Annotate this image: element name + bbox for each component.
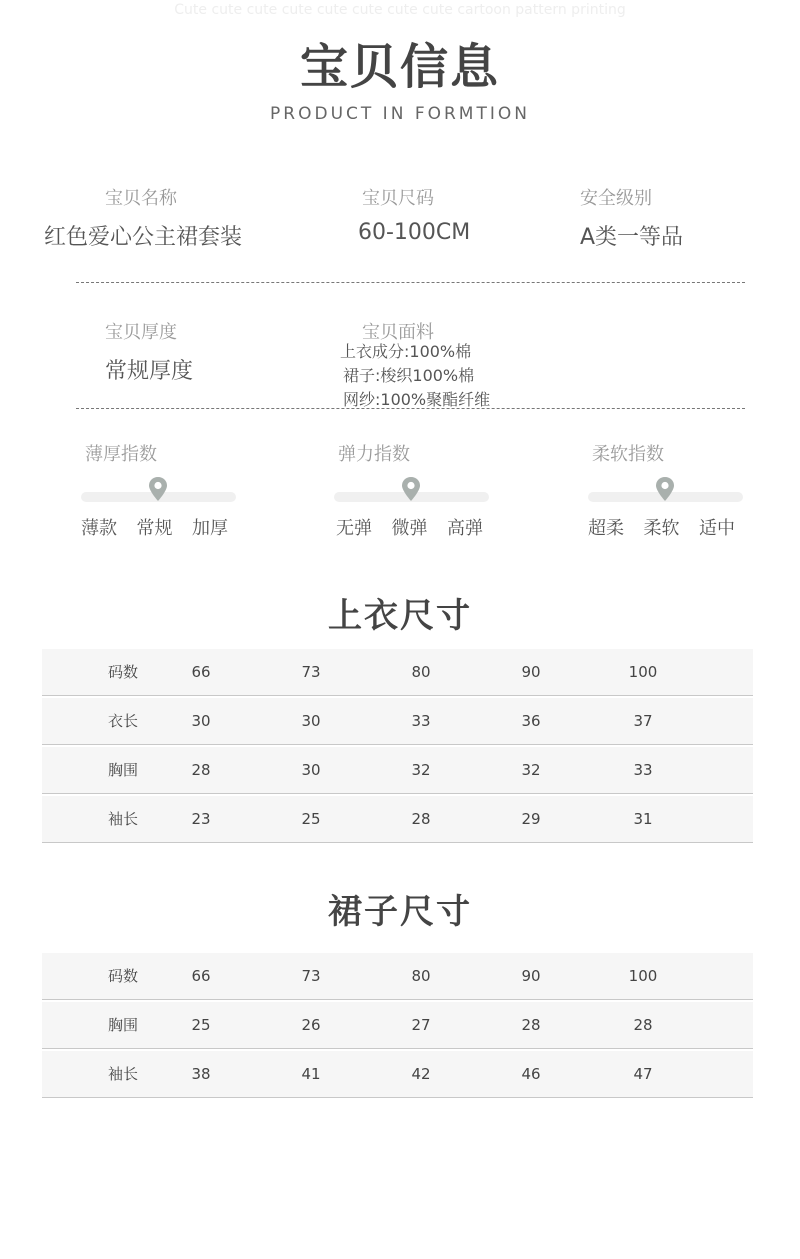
thickness-index-options bbox=[81, 514, 228, 540]
table-cell: 28 bbox=[191, 761, 211, 779]
table-cell: 100 bbox=[628, 663, 658, 681]
fabric-line-top: 上衣成分:100%棉 bbox=[340, 342, 472, 361]
table-cell: 32 bbox=[521, 761, 541, 779]
table-cell: 23 bbox=[191, 810, 211, 828]
name-value: 红色爱心公主裙套装 bbox=[44, 225, 243, 250]
safety-value: A类一等品 bbox=[580, 225, 684, 250]
table-cell: 66 bbox=[191, 663, 211, 681]
table-cell: 66 bbox=[191, 967, 211, 985]
table-cell: 30 bbox=[301, 761, 321, 779]
softness-index-options bbox=[588, 514, 735, 540]
thickness-label: 宝贝厚度 bbox=[105, 322, 177, 343]
size-label: 宝贝尺码 bbox=[362, 188, 434, 209]
table-cell: 26 bbox=[301, 1016, 321, 1034]
table-cell: 30 bbox=[301, 712, 321, 730]
elasticity-index bbox=[334, 440, 489, 540]
thickness-index-title: 薄厚指数 bbox=[85, 444, 157, 465]
table-row bbox=[42, 747, 753, 794]
elasticity-index-title: 弹力指数 bbox=[338, 444, 410, 465]
softness-index-title: 柔软指数 bbox=[592, 444, 664, 465]
thickness-index bbox=[81, 440, 236, 540]
table-cell: 90 bbox=[521, 967, 541, 985]
table-cell: 80 bbox=[411, 967, 431, 985]
table-cell: 袖长 bbox=[107, 810, 138, 828]
table-cell: 27 bbox=[411, 1016, 431, 1034]
table-cell: 码数 bbox=[107, 967, 138, 985]
table-cell: 36 bbox=[521, 712, 541, 730]
table-cell: 42 bbox=[411, 1065, 431, 1083]
table-cell: 80 bbox=[411, 663, 431, 681]
location-pin-icon bbox=[401, 476, 421, 502]
table-cell: 33 bbox=[411, 712, 431, 730]
table-cell: 38 bbox=[191, 1065, 211, 1083]
table-cell: 90 bbox=[521, 663, 541, 681]
skirt-size-title: 裙子尺寸 bbox=[328, 892, 472, 932]
table-row bbox=[42, 1051, 753, 1098]
table-row bbox=[42, 796, 753, 843]
table-cell: 33 bbox=[633, 761, 653, 779]
option-thick: 加厚 bbox=[192, 518, 228, 539]
table-cell: 28 bbox=[633, 1016, 653, 1034]
location-pin-icon bbox=[148, 476, 168, 502]
table-cell: 25 bbox=[301, 810, 321, 828]
page-subtitle: PRODUCT IN FORMTION bbox=[270, 104, 530, 124]
table-cell: 25 bbox=[191, 1016, 211, 1034]
table-cell: 73 bbox=[301, 967, 321, 985]
table-row bbox=[42, 649, 753, 696]
option-thin: 薄款 bbox=[81, 518, 117, 539]
table-cell: 袖长 bbox=[107, 1065, 138, 1083]
divider-1 bbox=[76, 282, 745, 283]
fabric-line-skirt: 裙子:梭织100%棉 bbox=[343, 366, 475, 385]
table-cell: 胸围 bbox=[107, 761, 138, 779]
option-no-stretch: 无弹 bbox=[336, 518, 372, 539]
elasticity-index-options bbox=[336, 514, 483, 540]
softness-index bbox=[588, 440, 743, 540]
skirt-size-table bbox=[42, 953, 753, 1098]
option-moderate: 适中 bbox=[699, 518, 735, 539]
table-row bbox=[42, 953, 753, 1000]
option-super-soft: 超柔 bbox=[588, 518, 624, 539]
top-size-table bbox=[42, 649, 753, 843]
option-regular: 常规 bbox=[136, 518, 173, 539]
table-cell: 46 bbox=[521, 1065, 541, 1083]
table-cell: 28 bbox=[521, 1016, 541, 1034]
table-cell: 37 bbox=[633, 712, 653, 730]
page-title: 宝贝信息 bbox=[299, 39, 500, 95]
top-size-title: 上衣尺寸 bbox=[328, 596, 472, 636]
table-cell: 衣长 bbox=[107, 712, 138, 730]
fabric-label: 宝贝面料 bbox=[362, 322, 434, 343]
table-cell: 32 bbox=[411, 761, 431, 779]
size-value: 60-100CM bbox=[358, 220, 471, 245]
location-pin-icon bbox=[655, 476, 675, 502]
table-cell: 30 bbox=[191, 712, 211, 730]
table-cell: 73 bbox=[301, 663, 321, 681]
table-row bbox=[42, 698, 753, 745]
option-high-stretch: 高弹 bbox=[447, 518, 483, 539]
fabric-line-mesh: 网纱:100%聚酯纤维 bbox=[343, 390, 491, 409]
option-slight-stretch: 微弹 bbox=[391, 518, 428, 539]
table-cell: 47 bbox=[633, 1065, 653, 1083]
table-cell: 胸围 bbox=[107, 1016, 138, 1034]
safety-label: 安全级别 bbox=[580, 188, 652, 209]
table-cell: 100 bbox=[628, 967, 658, 985]
table-row bbox=[42, 1002, 753, 1049]
option-soft: 柔软 bbox=[643, 518, 680, 539]
table-cell: 41 bbox=[301, 1065, 321, 1083]
watermark-text: Cute cute cute cute cute cute cute cute cartoon pattern printing bbox=[174, 2, 626, 18]
divider-2 bbox=[76, 408, 745, 409]
table-cell: 31 bbox=[633, 810, 653, 828]
table-cell: 28 bbox=[411, 810, 431, 828]
name-label: 宝贝名称 bbox=[105, 188, 177, 209]
thickness-value: 常规厚度 bbox=[105, 359, 194, 384]
table-cell: 29 bbox=[521, 810, 541, 828]
table-cell: 码数 bbox=[107, 663, 138, 681]
